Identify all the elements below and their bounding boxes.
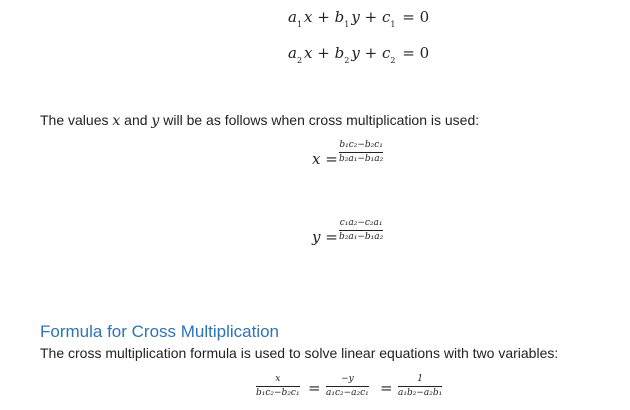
eq2-a-sub: 2 bbox=[296, 56, 303, 65]
y-solution-fraction bbox=[339, 218, 383, 243]
intro-pre: The values bbox=[40, 112, 113, 128]
section-heading: Formula for Cross Multiplication bbox=[40, 322, 280, 341]
x-solution-denominator: b₂a₁−b₁a₂ bbox=[339, 154, 384, 164]
intro-mid: and bbox=[120, 112, 152, 128]
eq2-plus-1: + bbox=[317, 44, 330, 62]
eq1-c: c bbox=[381, 8, 391, 26]
fraction-bar bbox=[398, 386, 442, 387]
intro-post: will be as follows when cross multiplication is used: bbox=[159, 112, 480, 128]
eq2-equals: = bbox=[402, 44, 415, 62]
eq1-b-sub: 1 bbox=[344, 20, 350, 29]
y-solution-numerator: c₁a₂−c₂a₁ bbox=[339, 218, 383, 228]
eq2-rhs: 0 bbox=[419, 44, 430, 62]
eq2-b: b bbox=[334, 44, 345, 62]
eq1-c-sub: 1 bbox=[390, 20, 396, 29]
eq1-y: y bbox=[351, 8, 360, 26]
formula-equals-1: = bbox=[308, 379, 321, 397]
eq2-a: a bbox=[288, 44, 297, 62]
eq1-a-sub: 1 bbox=[296, 20, 303, 29]
x-solution-fraction bbox=[339, 140, 383, 165]
fraction-bar bbox=[326, 386, 369, 387]
x-solution-lhs: x = bbox=[312, 150, 338, 168]
formula-f2-denominator: a₁c₂−a₂c₁ bbox=[326, 388, 369, 398]
fraction-bar bbox=[256, 386, 300, 387]
eq1-x: x bbox=[304, 8, 313, 26]
eq2-y: y bbox=[351, 44, 360, 62]
eq2-c-sub: 2 bbox=[390, 56, 396, 65]
eq1-plus-1: + bbox=[317, 8, 330, 26]
y-solution-denominator: b₂a₁−b₁a₂ bbox=[339, 232, 384, 242]
formula-fraction-3 bbox=[398, 374, 442, 399]
fraction-bar bbox=[339, 152, 383, 153]
fraction-bar bbox=[339, 230, 383, 231]
formula-equals-2: = bbox=[380, 379, 393, 397]
y-solution-lhs: y = bbox=[312, 228, 338, 246]
formula-fraction-1 bbox=[256, 374, 300, 399]
intro-var-y: y bbox=[151, 113, 160, 129]
eq2-plus-2: + bbox=[364, 44, 378, 62]
eq1-plus-2: + bbox=[364, 8, 378, 26]
section-paragraph: The cross multiplication formula is used to solve linear equations with two variables: bbox=[40, 345, 559, 361]
formula-f2-numerator: −y bbox=[341, 374, 354, 384]
x-solution-numerator: b₁c₂−b₂c₁ bbox=[339, 140, 383, 150]
eq1-rhs: 0 bbox=[419, 8, 430, 26]
intro-var-x: x bbox=[112, 113, 121, 129]
eq1-b: b bbox=[334, 8, 345, 26]
formula-f1-denominator: b₁c₂−b₂c₁ bbox=[256, 388, 300, 398]
intro-paragraph bbox=[40, 112, 479, 129]
eq2-b-sub: 2 bbox=[344, 56, 350, 65]
eq2-c: c bbox=[381, 44, 391, 62]
formula-f3-denominator: a₁b₂−a₂b₁ bbox=[398, 388, 443, 398]
formula-fraction-2 bbox=[326, 374, 369, 399]
eq1-equals: = bbox=[402, 8, 415, 26]
equation-2 bbox=[288, 44, 429, 65]
equation-1 bbox=[288, 8, 429, 29]
eq2-x: x bbox=[304, 44, 313, 62]
formula-f3-numerator: 1 bbox=[417, 374, 423, 384]
formula-f1-numerator: x bbox=[275, 374, 281, 384]
eq1-a: a bbox=[288, 8, 297, 26]
